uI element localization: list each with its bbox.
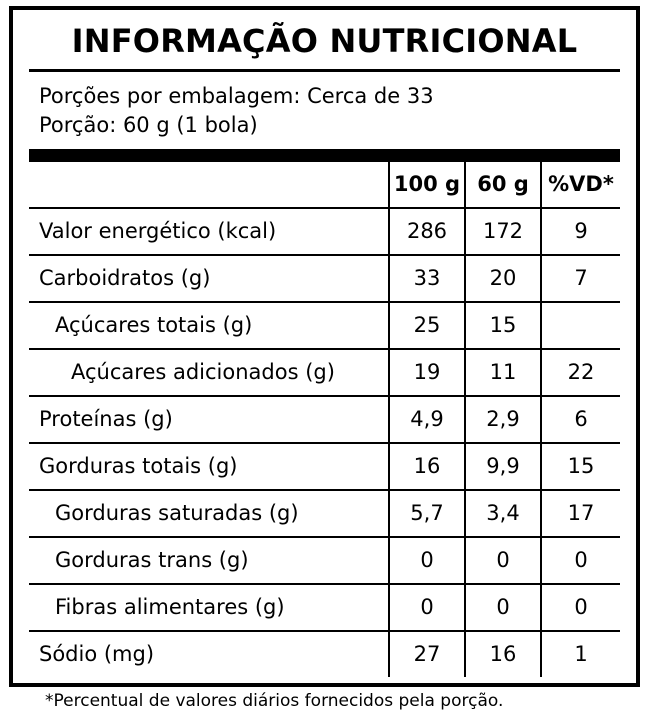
nutrient-per-serving: 0 (465, 584, 541, 631)
nutrient-per-serving: 15 (465, 302, 541, 349)
table-row (29, 490, 620, 537)
nutrient-per-100g: 25 (389, 302, 465, 349)
table-body (29, 208, 620, 677)
nutrient-per-100g: 0 (389, 584, 465, 631)
column-header-dv: %VD* (541, 162, 620, 208)
label-inner (29, 22, 620, 711)
nutrient-per-100g: 27 (389, 631, 465, 677)
column-header-serving: 60 g (465, 162, 541, 208)
column-header-name (29, 162, 389, 208)
nutrient-per-serving: 9,9 (465, 443, 541, 490)
servings-divider (29, 149, 620, 162)
nutrient-dv: 6 (541, 396, 620, 443)
table-row (29, 631, 620, 677)
nutrient-per-100g: 33 (389, 255, 465, 302)
nutrient-name: Carboidratos (g) (29, 255, 389, 302)
nutrient-dv: 0 (541, 537, 620, 584)
nutrient-name: Proteínas (g) (29, 396, 389, 443)
nutrition-table (29, 162, 620, 677)
nutrient-name: Açúcares totais (g) (29, 302, 389, 349)
nutrient-per-serving: 3,4 (465, 490, 541, 537)
table-row (29, 537, 620, 584)
nutrient-per-serving: 20 (465, 255, 541, 302)
nutrient-per-serving: 2,9 (465, 396, 541, 443)
nutrient-name: Gorduras trans (g) (29, 537, 389, 584)
serving-size: Porção: 60 g (1 bola) (39, 112, 258, 137)
nutrient-name: Sódio (mg) (29, 631, 389, 677)
nutrient-per-100g: 16 (389, 443, 465, 490)
footnote: *Percentual de valores diários fornecidos pela porção. (45, 690, 504, 711)
nutrient-per-100g: 286 (389, 208, 465, 255)
nutrient-dv: 9 (541, 208, 620, 255)
nutrient-per-serving: 0 (465, 537, 541, 584)
nutrient-dv (541, 302, 620, 349)
nutrient-dv: 0 (541, 584, 620, 631)
nutrient-name: Açúcares adicionados (g) (29, 349, 389, 396)
nutrient-name: Fibras alimentares (g) (29, 584, 389, 631)
nutrient-per-serving: 11 (465, 349, 541, 396)
table-row (29, 443, 620, 490)
nutrient-dv: 7 (541, 255, 620, 302)
table-row (29, 396, 620, 443)
table-row (29, 584, 620, 631)
table-header (29, 162, 620, 208)
table-row (29, 255, 620, 302)
nutrient-per-100g: 4,9 (389, 396, 465, 443)
nutrient-name: Gorduras totais (g) (29, 443, 389, 490)
nutrient-dv: 1 (541, 631, 620, 677)
nutrient-dv: 17 (541, 490, 620, 537)
nutrient-name: Gorduras saturadas (g) (29, 490, 389, 537)
nutrient-dv: 22 (541, 349, 620, 396)
nutrient-per-100g: 5,7 (389, 490, 465, 537)
nutrient-per-serving: 172 (465, 208, 541, 255)
column-header-100g: 100 g (389, 162, 465, 208)
nutrient-per-100g: 0 (389, 537, 465, 584)
nutrient-per-serving: 16 (465, 631, 541, 677)
servings-block (29, 72, 620, 149)
table-header-row (29, 162, 620, 208)
label-frame (9, 6, 640, 711)
nutrient-dv: 15 (541, 443, 620, 490)
nutrient-per-100g: 19 (389, 349, 465, 396)
table-row (29, 302, 620, 349)
page-title: INFORMAÇÃO NUTRICIONAL (71, 22, 578, 60)
table-row (29, 208, 620, 255)
servings-per-package: Porções por embalagem: Cerca de 33 (39, 84, 434, 109)
nutrient-name: Valor energético (kcal) (29, 208, 389, 255)
table-row (29, 349, 620, 396)
